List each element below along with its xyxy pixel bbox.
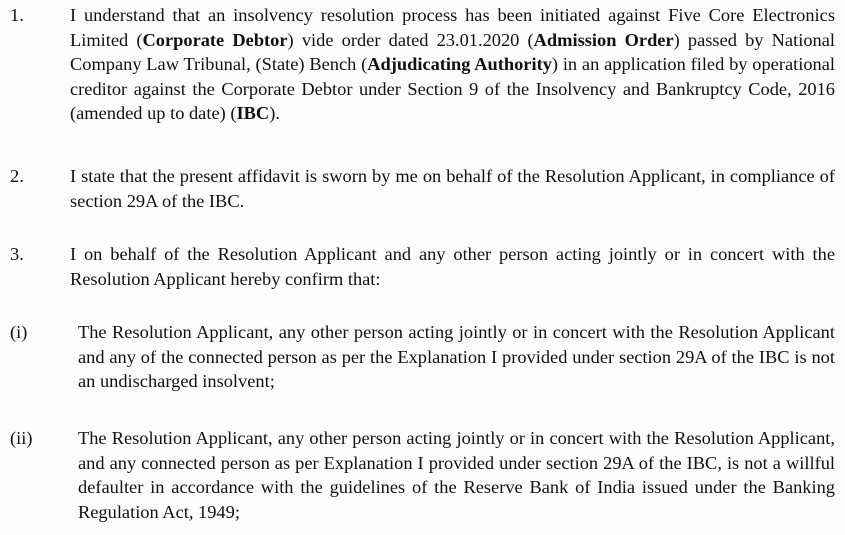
clause-number: (i) <box>10 322 28 342</box>
clause-number: (ii) <box>10 428 33 448</box>
text-segment: ). <box>269 103 280 124</box>
paragraph-text <box>70 242 835 291</box>
paragraph-text <box>70 3 835 126</box>
paragraph-text <box>70 164 835 213</box>
text-segment: ) vide order dated 23.01.2020 ( <box>287 29 534 50</box>
text-segment: The Resolution Applicant, any other person acting jointly or in concert with the Resolution Applicant, and any connected person as per Explanation I provided under section 29A of the IBC, is not a willful defaulter in accordance with the guidelines of the Reserve Bank of India issued under the Banking Regulation Act, 1949; <box>78 428 835 522</box>
text-segment: I state that the present affidavit is sworn by me on behalf of the Resolution Applicant, in compliance of section 29A of the IBC. <box>70 166 835 211</box>
defined-term-adjudicating-authority: Adjudicating Authority <box>367 54 552 75</box>
text-segment: ) in an application filed by operational creditor against the Corporate Debtor under Section 9 of the Insolvency and Bankruptcy Code, 2016 (amended up to date) ( <box>70 54 835 124</box>
clause-text <box>78 320 835 394</box>
clause-text <box>78 426 835 524</box>
defined-term-ibc: IBC <box>236 103 270 124</box>
text-segment: ) passed by National Company Law Tribunal, (State) Bench ( <box>70 29 835 75</box>
text-segment: I on behalf of the Resolution Applicant and any other person acting jointly or in concert with the Resolution Applicant hereby confirm that: <box>70 244 835 289</box>
paragraph-number: 3. <box>10 244 24 264</box>
paragraph-number: 2. <box>10 166 24 186</box>
paragraph-number: 1. <box>10 5 24 25</box>
defined-term-corporate-debtor: Corporate Debtor <box>142 29 288 50</box>
defined-term-admission-order: Admission Order <box>533 29 674 50</box>
text-segment: I understand that an insolvency resolution process has been initiated against Five Core Electronics Limited ( <box>70 5 835 50</box>
text-segment: The Resolution Applicant, any other person acting jointly or in concert with the Resolution Applicant and any of the connected person as per the Explanation I provided under section 29A of the IBC is not an undischarged insolvent; <box>78 322 835 392</box>
